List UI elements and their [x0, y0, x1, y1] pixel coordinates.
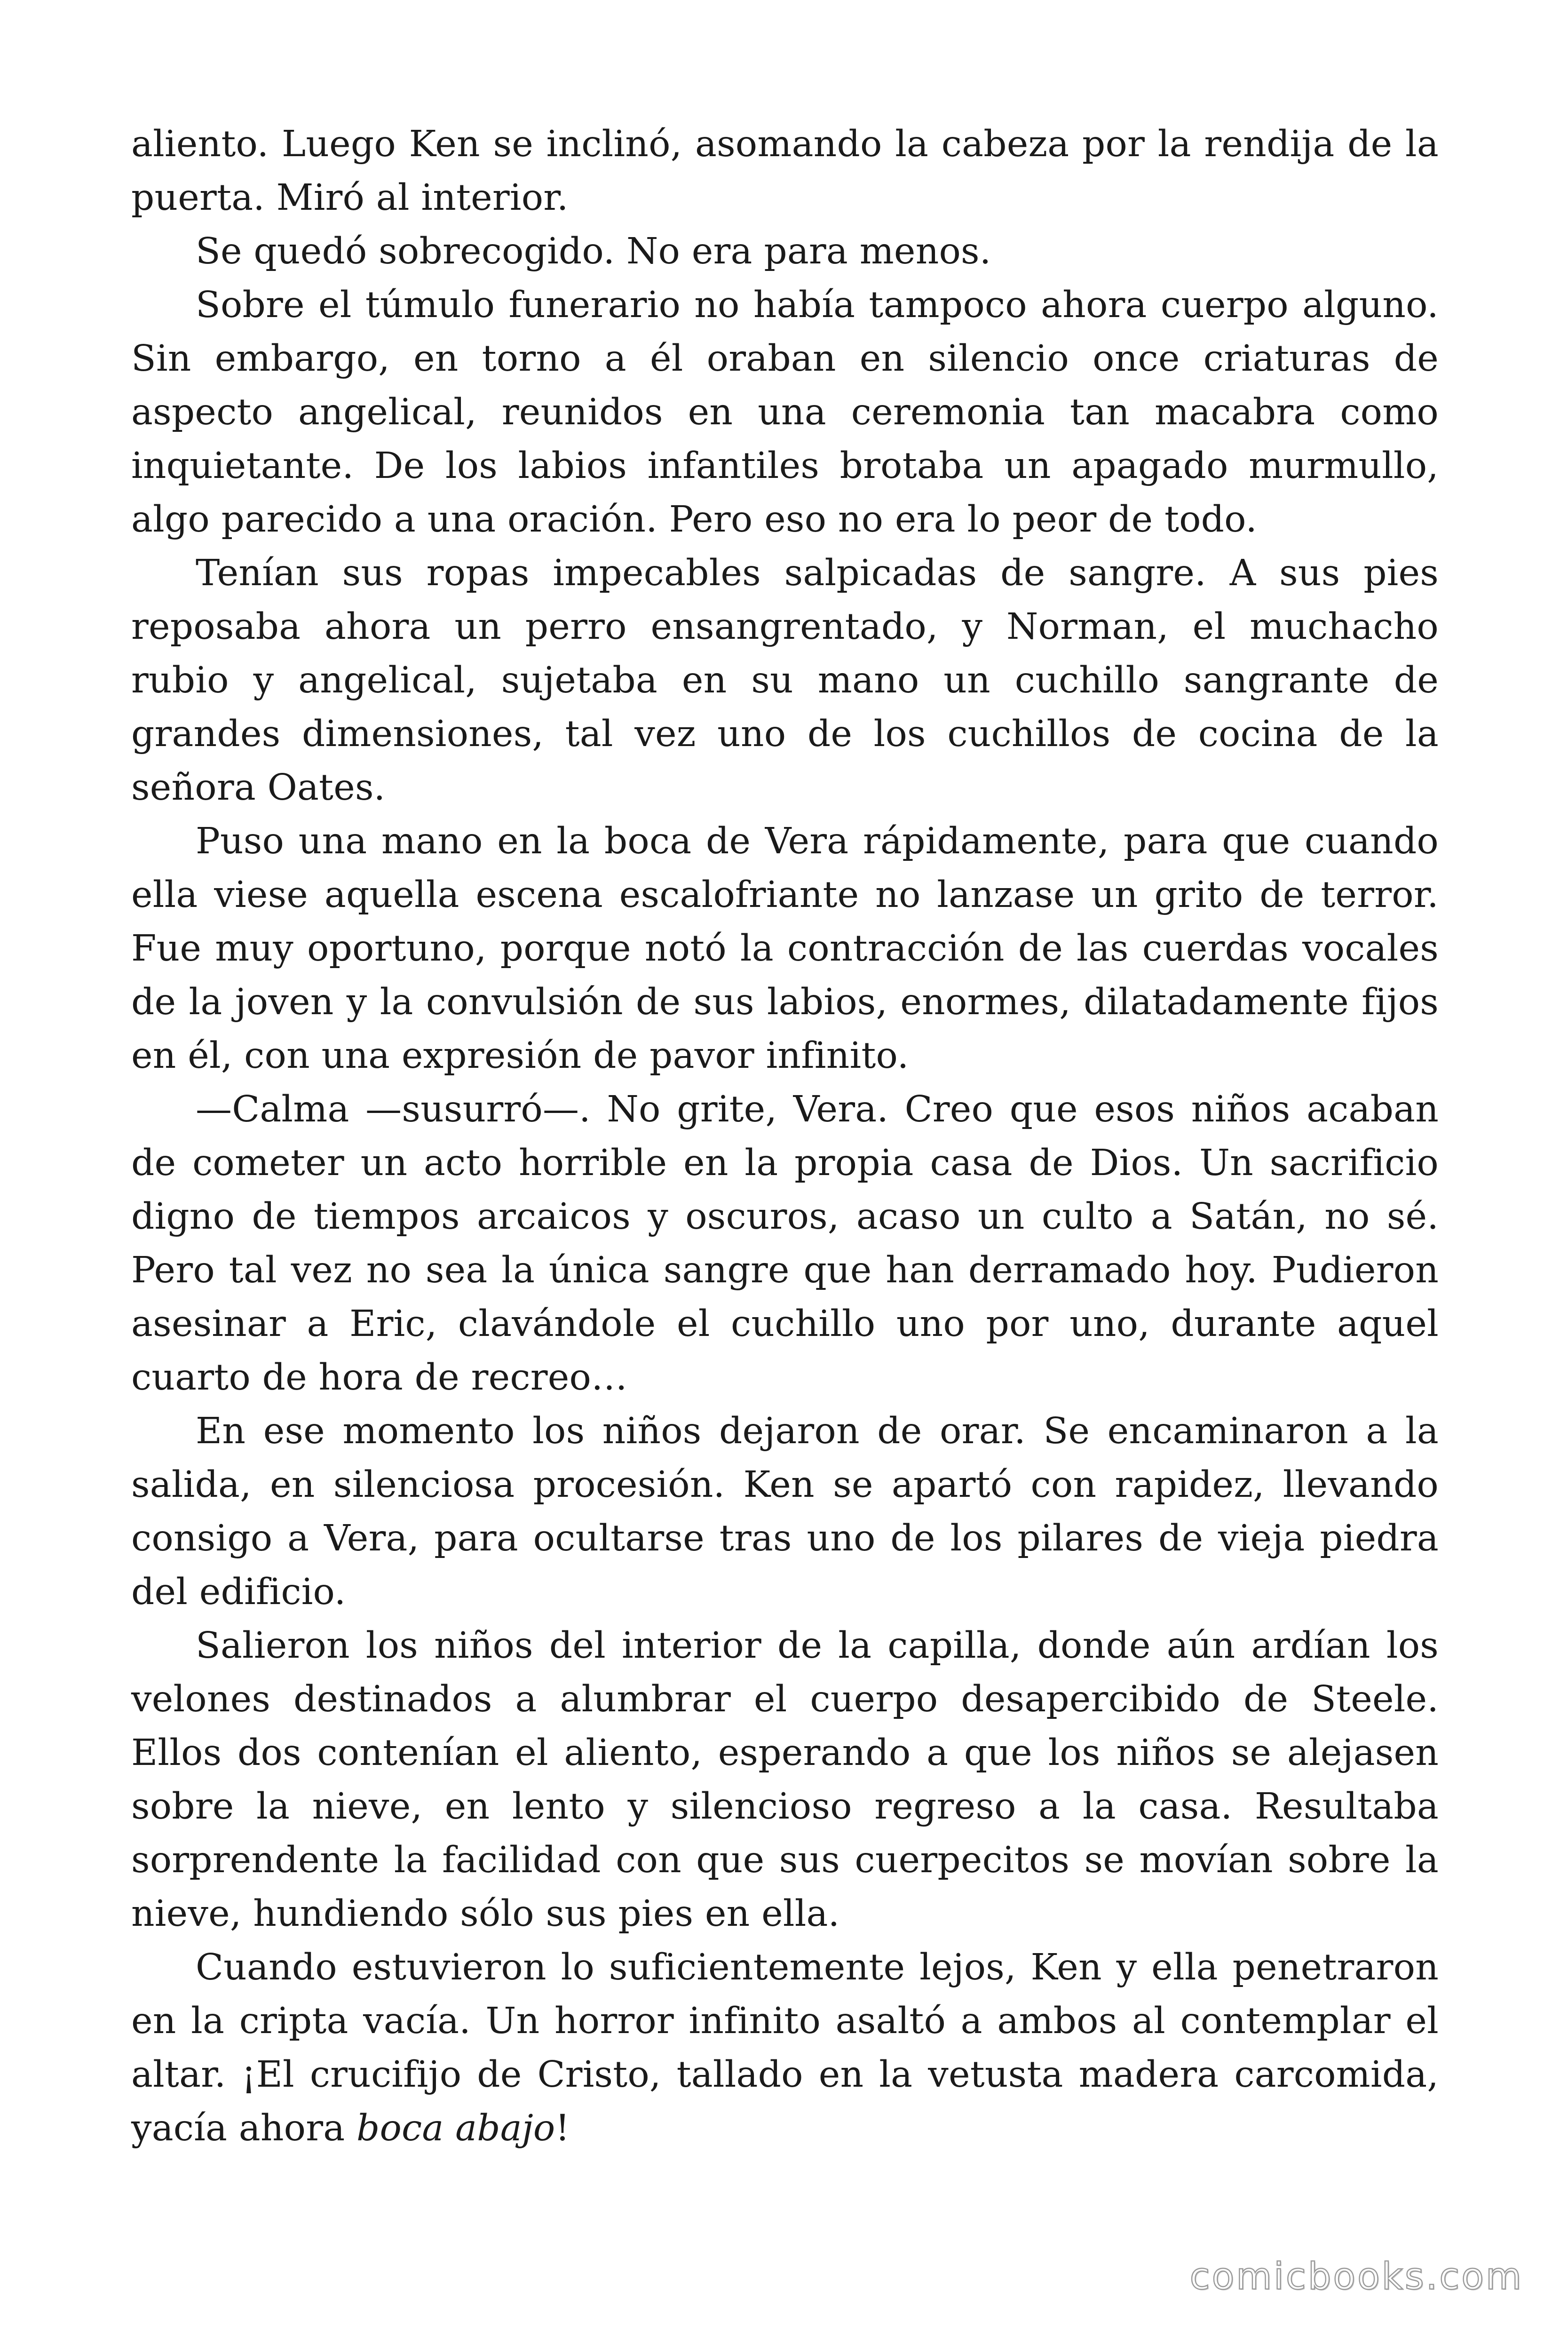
paragraph: Salieron los niños del interior de la capilla, donde aún ardían los velones destinados a alumbrar el cuerpo desapercibido de Steele. Ellos dos contenían el aliento, esperando a que los niños se alejasen sobre la nieve, en lento y silencioso regreso a la casa. Resultaba sorprendente la facilidad con que sus cuerpecitos se movían sobre la nieve, hundiendo sólo sus pies en ella. [131, 1625, 1439, 1935]
watermark: comicbooks.com [1189, 2256, 1523, 2298]
paragraph: Se quedó sobrecogido. No era para menos. [196, 230, 991, 272]
last-paragraph [131, 1941, 1439, 2155]
paragraph: Tenían sus ropas impecables salpicadas de sangre. A sus pies reposaba ahora un perro ensangrentado, y Norman, el muchacho rubio y angelical, sujetaba en su mano un cuchillo sangrante de grandes dimensiones, tal vez uno de los cuchillos de cocina de la señora Oates. [131, 552, 1439, 809]
emphasis-text: boca abajo [356, 2107, 555, 2149]
paragraph: aliento. Luego Ken se inclinó, asomando la cabeza por la rendija de la puerta. Miró al interior. [131, 123, 1439, 219]
paragraph: En ese momento los niños dejaron de orar. Se encaminaron a la salida, en silenciosa procesión. Ken se apartó con rapidez, llevando consigo a Vera, para ocultarse tras uno de los pilares de vieja piedra del edificio. [131, 1410, 1439, 1613]
page-text [131, 118, 1439, 2155]
paragraph: —Calma —susurró—. No grite, Vera. Creo que esos niños acaban de cometer un acto horrible en la propia casa de Dios. Un sacrificio digno de tiempos arcaicos y oscuros, acaso un culto a Satán, no sé. Pero tal vez no sea la única sangre que han derramado hoy. Pudieron asesinar a Eric, clavándole el cuchillo uno por uno, durante aquel cuarto de hora de recreo… [131, 1089, 1439, 1398]
last-paragraph-end: ! [555, 2107, 570, 2149]
paragraph: Sobre el túmulo funerario no había tampoco ahora cuerpo alguno. Sin embargo, en torno a él oraban en silencio once criaturas de aspecto angelical, reunidos en una ceremonia tan macabra como inquietante. De los labios infantiles brotaba un apagado murmullo, algo parecido a una oración. Pero eso no era lo peor de todo. [131, 284, 1439, 540]
last-paragraph-text: Cuando estuvieron lo suficientemente lejos, Ken y ella penetraron en la cripta vacía. Un horror infinito asaltó a ambos al contemplar el altar. ¡El crucifijo de Cristo, tallado en la vetusta madera carcomida, yacía ahora [131, 1947, 1439, 2149]
paragraph: Puso una mano en la boca de Vera rápidamente, para que cuando ella viese aquella escena escalofriante no lanzase un grito de terror. Fue muy oportuno, porque notó la contracción de las cuerdas vocales de la joven y la convulsión de sus labios, enormes, dilatadamente fijos en él, con una expresión de pavor infinito. [131, 820, 1439, 1077]
